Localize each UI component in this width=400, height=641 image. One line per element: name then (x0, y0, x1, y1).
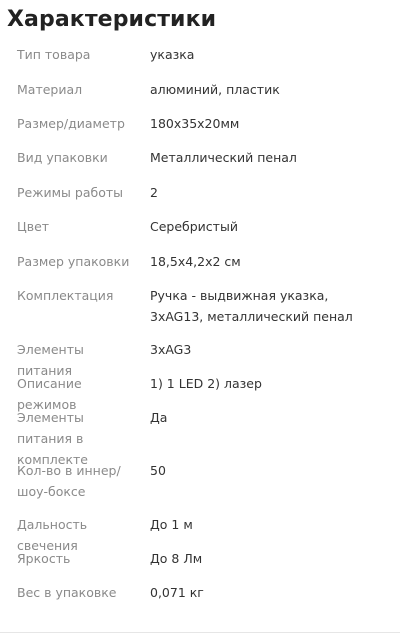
spec-label: Цвет (17, 219, 50, 234)
spec-label: Кол-во в иннер/шоу-боксе (17, 463, 121, 499)
spec-label: Размер упаковки (17, 254, 130, 269)
spec-value: 1) 1 LED 2) лазер (150, 376, 262, 391)
spec-value: указка (150, 47, 195, 62)
spec-label: Элементы питания в комплекте (17, 410, 89, 467)
spec-label: Яркость (17, 551, 71, 566)
spec-label: Описание режимов (17, 376, 82, 412)
spec-value: 180х35х20мм (150, 116, 240, 131)
spec-value: 0,071 кг (150, 585, 204, 600)
spec-value: 50 (150, 463, 166, 478)
spec-value: Серебристый (150, 219, 238, 234)
spec-value: 18,5х4,2х2 см (150, 254, 241, 269)
spec-label: Элементы питания (17, 342, 84, 378)
spec-value: 3хAG3 (150, 342, 192, 357)
spec-value: Металлический пенал (150, 150, 297, 165)
spec-label: Режимы работы (17, 185, 123, 200)
spec-label: Размер/диаметр (17, 116, 125, 131)
spec-label: Материал (17, 82, 83, 97)
spec-value: Ручка - выдвижная указка, 3хAG13, металлический пенал (150, 288, 353, 324)
spec-value: До 1 м (150, 517, 193, 532)
spec-value: алюминий, пластик (150, 82, 280, 97)
spec-value: 2 (150, 185, 158, 200)
spec-label: Вес в упаковке (17, 585, 117, 600)
spec-value: До 8 Лм (150, 551, 203, 566)
spec-label: Тип товара (17, 47, 91, 62)
spec-label: Комплектация (17, 288, 114, 303)
bottom-divider (0, 632, 400, 633)
spec-value: Да (150, 410, 168, 425)
spec-label: Дальность свечения (17, 517, 88, 553)
spec-label: Вид упаковки (17, 150, 108, 165)
page-title: Характеристики (7, 7, 217, 32)
